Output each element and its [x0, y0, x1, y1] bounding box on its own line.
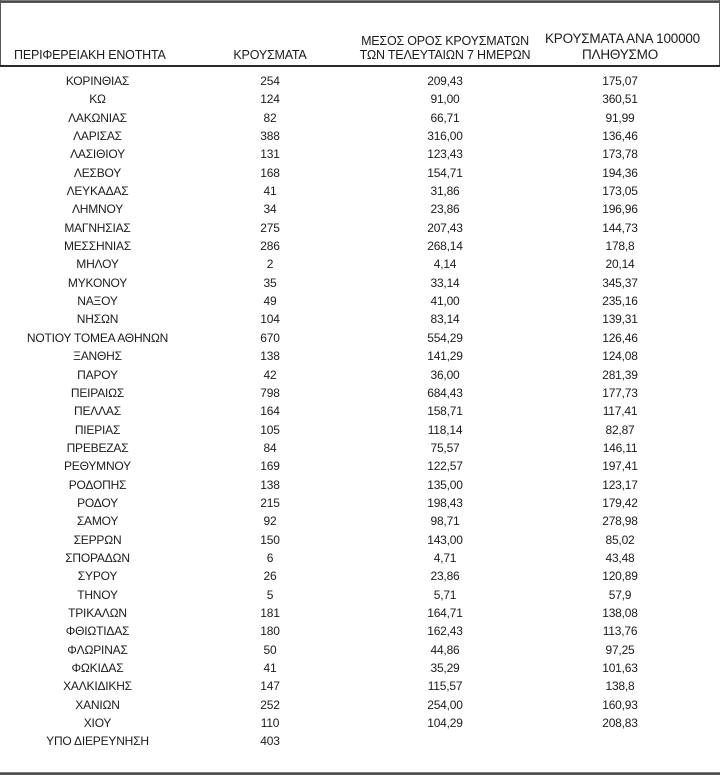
cell-per-100k: 177,73: [602, 385, 638, 400]
cell-per-100k: 345,37: [602, 275, 638, 290]
cell-per-100k: 97,25: [605, 642, 635, 657]
cell-7day-average: 91,00: [430, 92, 460, 107]
cell-7day-average: 154,71: [427, 165, 463, 180]
table-row: [0, 145, 720, 163]
table-row: [0, 531, 720, 549]
cell-per-100k: 208,83: [602, 716, 638, 731]
cell-cases: 286: [260, 239, 280, 254]
column-header-per-100k-line1: ΚΡΟΥΣΜΑΤΑ ΑΝΑ 100000: [545, 31, 700, 46]
cell-per-100k: 117,41: [602, 404, 638, 419]
cell-region-name: ΣΠΟΡΑΔΩΝ: [65, 550, 130, 565]
table-row: [0, 421, 720, 439]
cell-cases: 105: [260, 422, 280, 437]
cell-7day-average: 198,43: [427, 495, 463, 510]
table-row: [0, 329, 720, 347]
cell-cases: 41: [263, 184, 277, 199]
table-row: [0, 641, 720, 659]
cell-region-name: ΜΑΓΝΗΣΙΑΣ: [64, 220, 131, 235]
cell-7day-average: 33,14: [430, 275, 460, 290]
table-row: [0, 494, 720, 512]
cell-7day-average: 684,43: [427, 385, 463, 400]
cell-region-name: ΦΩΚΙΔΑΣ: [71, 661, 124, 675]
cell-7day-average: 36,00: [430, 367, 460, 382]
cell-per-100k: 160,93: [602, 697, 638, 712]
cell-region-name: ΤΡΙΚΑΛΩΝ: [68, 605, 127, 620]
cell-region-name: ΦΛΩΡΙΝΑΣ: [67, 642, 128, 657]
cell-region-name: ΣΑΜΟΥ: [76, 514, 119, 529]
cell-per-100k: 101,63: [602, 661, 638, 675]
table-row: [0, 237, 720, 255]
cell-region-name: ΧΑΛΚΙΔΙΚΗΣ: [63, 679, 132, 694]
column-header-7day-average: [345, 34, 545, 65]
cell-per-100k: 196,96: [602, 202, 638, 217]
cell-per-100k: 120,89: [602, 569, 638, 584]
cell-region-name: ΚΟΡΙΝΘΙΑΣ: [65, 74, 130, 88]
cell-per-100k: 144,73: [602, 220, 638, 235]
cell-cases: 403: [260, 734, 280, 749]
table-row: [0, 586, 720, 604]
table-row: [0, 164, 720, 182]
cell-cases: 138: [260, 477, 280, 492]
cell-7day-average: 75,57: [430, 440, 460, 455]
cell-region-name: ΧΑΝΙΩΝ: [75, 697, 120, 712]
cell-per-100k: 123,17: [602, 477, 638, 492]
cell-7day-average: 141,29: [427, 349, 463, 364]
cell-region-name: ΧΙΟΥ: [83, 716, 112, 731]
table-row: [0, 292, 720, 310]
cell-cases: 215: [260, 495, 280, 510]
cell-cases: 84: [263, 440, 277, 455]
cell-cases: 35: [263, 275, 277, 290]
table-row: [0, 696, 720, 714]
table-row: [0, 200, 720, 218]
cell-7day-average: 23,86: [430, 202, 460, 217]
cell-cases: 150: [260, 532, 280, 547]
cell-7day-average: 4,14: [433, 257, 457, 272]
table-bottom-rule: [0, 772, 720, 775]
cell-region-name: ΠΡΕΒΕΖΑΣ: [66, 440, 129, 455]
cell-per-100k: 85,02: [605, 532, 635, 547]
cell-region-name: ΡΕΘΥΜΝΟΥ: [64, 459, 131, 474]
table-row: [0, 622, 720, 640]
cell-7day-average: 268,14: [427, 239, 463, 254]
table-row: [0, 659, 720, 677]
cell-7day-average: 5,71: [433, 587, 457, 602]
table-row: [0, 732, 720, 750]
cell-per-100k: 173,05: [602, 184, 638, 199]
cell-region-name: ΡΟΔΟΥ: [77, 495, 118, 510]
table-row: [0, 677, 720, 695]
cell-cases: 254: [260, 74, 280, 88]
table-row: [0, 274, 720, 292]
cell-region-name: ΠΑΡΟΥ: [77, 367, 118, 382]
cell-cases: 169: [260, 459, 280, 474]
cell-cases: 82: [263, 110, 277, 125]
table-row: [0, 439, 720, 457]
cell-region-name: ΥΠΟ ΔΙΕΡΕΥΝΗΣΗ: [46, 734, 149, 749]
cell-per-100k: 175,07: [602, 74, 638, 88]
column-header-7day-average-line2: ΤΩΝ ΤΕΛΕΥΤΑΙΩΝ 7 ΗΜΕΡΩΝ: [359, 48, 531, 62]
cell-7day-average: 209,43: [427, 74, 463, 88]
cell-region-name: ΝΗΣΩΝ: [76, 312, 119, 327]
table-row: [0, 476, 720, 494]
cell-cases: 181: [260, 605, 280, 620]
cell-region-name: ΝΑΞΟΥ: [77, 294, 118, 309]
cell-region-name: ΚΩ: [89, 92, 106, 107]
cell-per-100k: 124,08: [602, 349, 638, 364]
cell-cases: 147: [260, 679, 280, 694]
cell-cases: 92: [263, 514, 277, 529]
table-row: [0, 255, 720, 273]
table-row: [0, 549, 720, 567]
cell-7day-average: 254,00: [427, 697, 463, 712]
cell-7day-average: 122,57: [427, 459, 463, 474]
column-header-cases: ΚΡΟΥΣΜΑΤΑ: [233, 48, 307, 62]
table-row: [0, 366, 720, 384]
cell-cases: 124: [260, 92, 280, 107]
cell-region-name: ΣΕΡΡΩΝ: [73, 532, 122, 547]
cell-per-100k: 360,51: [602, 92, 638, 107]
cell-per-100k: 281,39: [602, 367, 638, 382]
column-header-per-100k-line2: ΠΛΗΘΥΣΜΟ: [581, 46, 659, 62]
cell-region-name: ΜΗΛΟΥ: [76, 257, 119, 272]
cell-per-100k: 57,9: [608, 587, 632, 602]
cell-cases: 798: [260, 385, 280, 400]
cell-cases: 2: [266, 257, 274, 272]
cell-region-name: ΜΥΚΟΝΟΥ: [67, 275, 128, 290]
cell-7day-average: 83,14: [430, 312, 460, 327]
cell-7day-average: 123,43: [427, 147, 463, 162]
cell-cases: 138: [260, 349, 280, 364]
cell-per-100k: 194,36: [602, 165, 638, 180]
table-header-row: [0, 0, 720, 67]
cell-cases: 6: [266, 550, 274, 565]
cell-per-100k: 43,48: [605, 550, 635, 565]
cell-7day-average: 104,29: [427, 716, 463, 731]
table-row: [0, 310, 720, 328]
cell-7day-average: 4,71: [433, 550, 457, 565]
cell-cases: 670: [260, 330, 280, 345]
table-row: [0, 714, 720, 732]
cell-7day-average: 158,71: [427, 404, 463, 419]
column-header-region: ΠΕΡΙΦΕΡΕΙΑΚΗ ΕΝΟΤΗΤΑ: [14, 48, 166, 62]
cell-cases: 49: [263, 294, 277, 309]
cell-per-100k: 179,42: [602, 495, 638, 510]
cell-7day-average: 118,14: [427, 422, 463, 437]
cell-per-100k: 178,8: [605, 239, 635, 254]
cell-region-name: ΛΗΜΝΟΥ: [71, 202, 124, 217]
cell-7day-average: 164,71: [427, 605, 463, 620]
cell-per-100k: 173,78: [602, 147, 638, 162]
cell-region-name: ΣΥΡΟΥ: [77, 569, 118, 584]
table-row: [0, 90, 720, 108]
cell-7day-average: 98,71: [430, 514, 460, 529]
cell-region-name: ΛΑΣΙΘΙΟΥ: [70, 147, 125, 162]
cell-cases: 252: [260, 697, 280, 712]
cell-per-100k: 138,8: [605, 679, 635, 694]
cell-per-100k: 91,99: [605, 110, 635, 125]
cell-7day-average: 41,00: [430, 294, 460, 309]
table-row: [0, 567, 720, 585]
cell-region-name: ΛΕΥΚΑΔΑΣ: [66, 184, 129, 199]
cell-per-100k: 113,76: [602, 624, 638, 639]
cell-cases: 34: [263, 202, 277, 217]
cell-per-100k: 278,98: [602, 514, 638, 529]
cell-region-name: ΛΑΚΩΝΙΑΣ: [68, 110, 127, 125]
cell-region-name: ΝΟΤΙΟΥ ΤΟΜΕΑ ΑΘΗΝΩΝ: [26, 330, 169, 345]
cell-region-name: ΠΕΛΛΑΣ: [74, 404, 121, 419]
cell-region-name: ΤΗΝΟΥ: [77, 587, 118, 602]
table-row: [0, 347, 720, 365]
cell-region-name: ΛΑΡΙΣΑΣ: [73, 129, 122, 144]
table-row: [0, 109, 720, 127]
cell-7day-average: 162,43: [427, 624, 463, 639]
cell-cases: 41: [263, 661, 277, 675]
cell-region-name: ΠΙΕΡΙΑΣ: [74, 422, 121, 437]
cell-cases: 180: [260, 624, 280, 639]
table-row: [0, 72, 720, 90]
cell-region-name: ΡΟΔΟΠΗΣ: [68, 477, 127, 492]
table-body: [0, 72, 720, 751]
column-header-per-100k: [545, 31, 700, 65]
cell-cases: 131: [260, 147, 280, 162]
cell-per-100k: 136,46: [602, 129, 638, 144]
table-row: [0, 219, 720, 237]
table-row: [0, 457, 720, 475]
cell-cases: 164: [260, 404, 280, 419]
cell-per-100k: 126,46: [602, 330, 638, 345]
cell-7day-average: 316,00: [427, 129, 463, 144]
table-row: [0, 604, 720, 622]
cell-region-name: ΦΘΙΩΤΙΔΑΣ: [65, 624, 130, 639]
table-row: [0, 402, 720, 420]
cell-cases: 388: [260, 129, 280, 144]
table-row: [0, 384, 720, 402]
cell-7day-average: 143,00: [427, 532, 463, 547]
cell-cases: 104: [260, 312, 280, 327]
cell-per-100k: 197,41: [602, 459, 638, 474]
cell-region-name: ΠΕΙΡΑΙΩΣ: [70, 385, 125, 400]
cell-7day-average: 35,29: [430, 661, 460, 675]
cell-region-name: ΛΕΣΒΟΥ: [73, 165, 122, 180]
cell-per-100k: 139,31: [602, 312, 638, 327]
cell-cases: 42: [263, 367, 277, 382]
cell-cases: 275: [260, 220, 280, 235]
cell-7day-average: 115,57: [427, 679, 463, 694]
column-header-7day-average-line1: ΜΕΣΟΣ ΟΡΟΣ ΚΡΟΥΣΜΑΤΩΝ: [361, 34, 529, 48]
table-row: [0, 512, 720, 530]
cell-cases: 26: [263, 569, 277, 584]
cell-cases: 50: [263, 642, 277, 657]
cell-region-name: ΜΕΣΣΗΝΙΑΣ: [63, 239, 132, 254]
table-row: [0, 182, 720, 200]
cell-per-100k: 146,11: [602, 440, 638, 455]
cell-7day-average: 554,29: [427, 330, 463, 345]
cell-region-name: ΞΑΝΘΗΣ: [73, 349, 122, 364]
cell-7day-average: 66,71: [430, 110, 460, 125]
cell-7day-average: 135,00: [427, 477, 463, 492]
cell-per-100k: 235,16: [602, 294, 638, 309]
table-row: [0, 127, 720, 145]
cell-7day-average: 207,43: [427, 220, 463, 235]
cell-cases: 110: [260, 716, 280, 731]
cell-7day-average: 44,86: [430, 642, 460, 657]
cell-per-100k: 20,14: [605, 257, 635, 272]
cell-per-100k: 138,08: [602, 605, 638, 620]
cell-7day-average: 31,86: [430, 184, 460, 199]
cell-per-100k: 82,87: [605, 422, 635, 437]
cell-cases: 168: [260, 165, 280, 180]
cell-cases: 5: [266, 587, 274, 602]
cell-7day-average: 23,86: [430, 569, 460, 584]
